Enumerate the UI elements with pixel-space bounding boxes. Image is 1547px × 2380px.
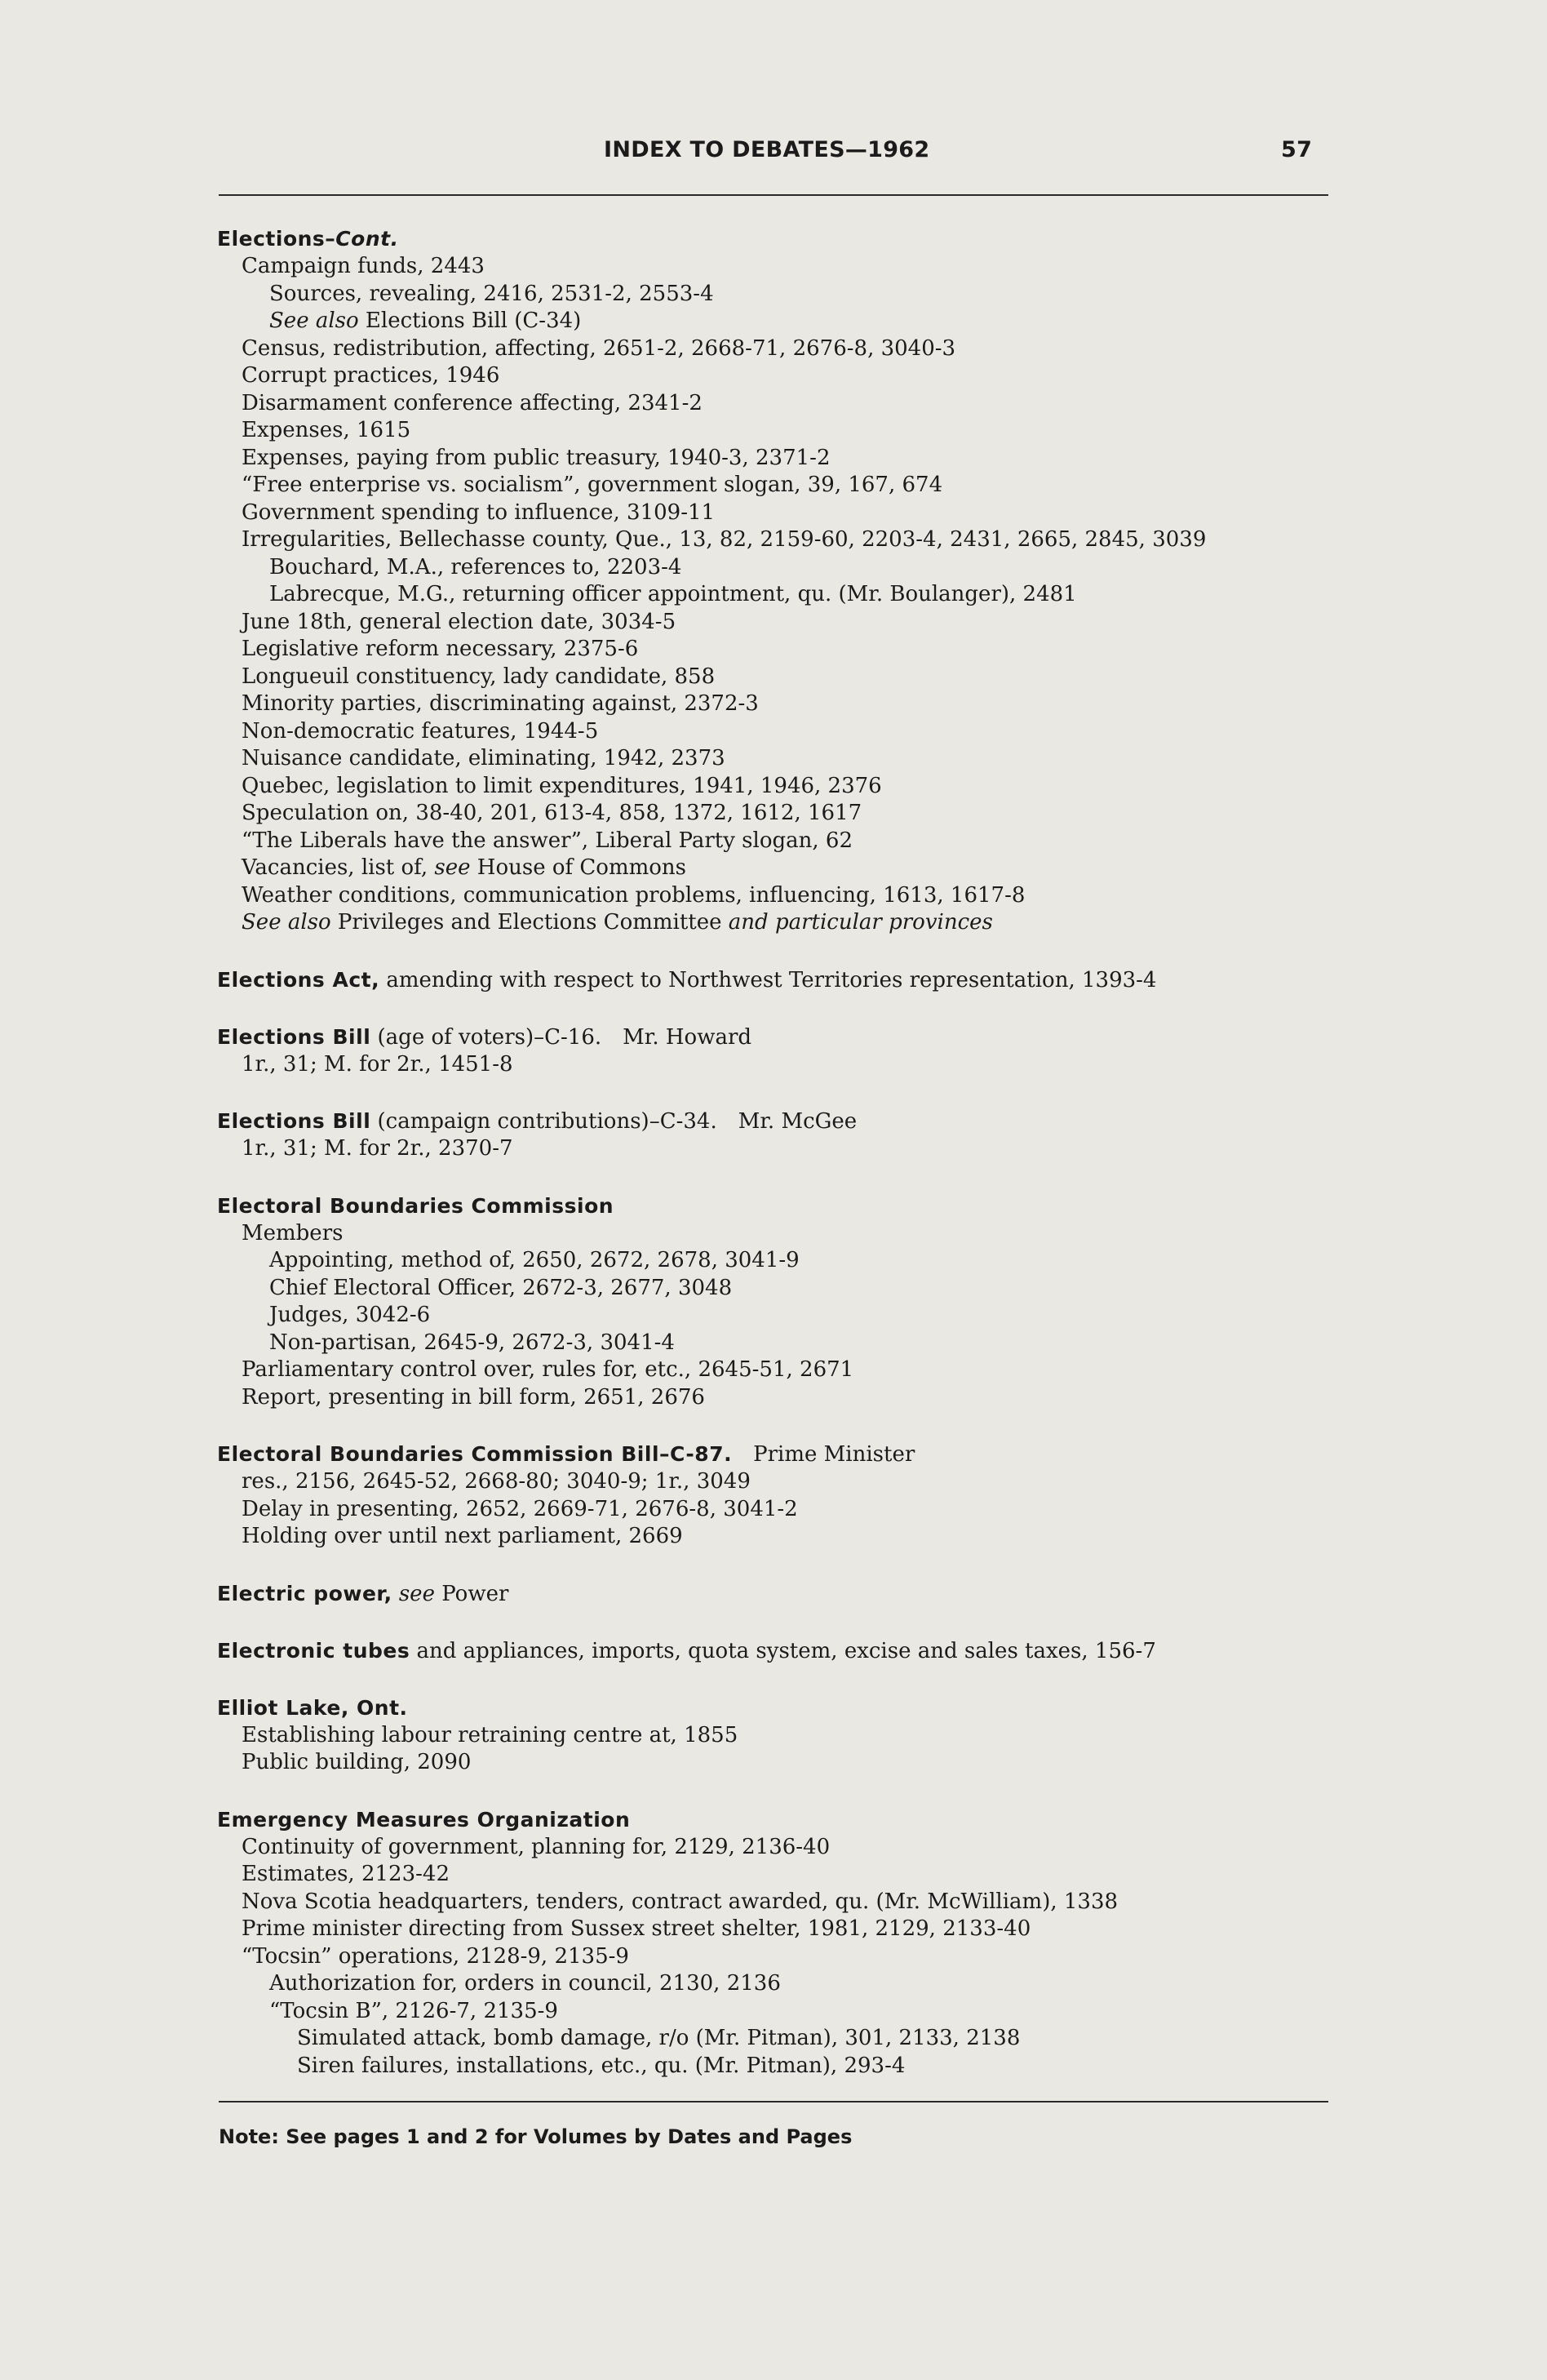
subentry-text: Continuity of government, planning for, 2129, 2136-40 [242,1834,831,1859]
subentry-text: Parliamentary control over, rules for, etc., 2645-51, 2671 [242,1357,854,1382]
index-entry [217,1023,1343,1079]
subentry [217,1916,1343,1943]
subentry-text: Nova Scotia headquarters, tenders, contract awarded, qu. (Mr. McWilliam), 1338 [242,1889,1119,1914]
subentry [217,1468,1343,1496]
cross-reference: and particular provinces [728,910,993,935]
subentry-text: “Free enterprise vs. socialism”, government slogan, 39, 167, 674 [242,473,943,497]
subentry [217,1998,1343,2026]
entry-heading [217,1637,1343,1665]
subentry-text: Labrecque, M.G., returning officer appointment, qu. (Mr. Boulanger), 2481 [269,582,1077,606]
subentry-text: Disarmament conference affecting, 2341-2 [242,390,703,415]
subentry-text: Irregularities, Bellechasse county, Que., 13, 82, 2159-60, 2203-4, 2431, 2665, 2845, 3039 [242,527,1207,552]
header-rule [219,194,1328,196]
subentry [217,609,1343,637]
subentry-text: Establishing labour retraining centre at, 1855 [242,1722,738,1747]
footer-note: Note: See pages 1 and 2 for Volumes by Dates and Pages [219,2125,853,2148]
subentry [217,308,1343,335]
subentry [217,1051,1343,1079]
index-entry [217,1694,1343,1777]
subentry-text: Quebec, legislation to limit expenditures, 1941, 1946, 2376 [242,773,882,798]
heading-label: Elections Bill [217,1024,371,1049]
subentry-text: Expenses, paying from public treasury, 1940-3, 2371-2 [242,445,831,470]
subentry-text: Non-partisan, 2645-9, 2672-3, 3041-4 [269,1330,675,1355]
subentry-text: Legislative reform necessary, 2375-6 [242,637,639,661]
subentry [217,500,1343,527]
subentry-text: Longueuil constituency, lady candidate, 858 [242,664,716,689]
subentry [217,718,1343,746]
heading-label: Electronic tubes [217,1638,410,1663]
subentry-text: Vacancies, list of, [242,855,435,880]
see-also-label: See also [269,309,359,333]
subentry-text: Estimates, 2123-42 [242,1862,450,1886]
subentry-text: Speculation on, 38-40, 201, 613-4, 858, 1372, 1612, 1617 [242,801,862,825]
heading-see: see [398,1581,435,1606]
heading-label: Elections Act, [217,967,380,992]
heading-label: Electric power, [217,1581,392,1605]
subentry [217,909,1343,937]
subentry-text: Minority parties, discriminating against, 2372-3 [242,691,759,716]
subentry-text: Holding over until next parliament, 2669 [242,1524,683,1548]
heading-text [392,1582,399,1606]
entry-heading [217,1694,1343,1722]
subentry-text: Members [242,1220,344,1246]
subentry [217,1749,1343,1777]
see-also-label: See also [242,910,331,935]
cross-reference: see [434,855,471,880]
subentry-text: “Tocsin B”, 2126-7, 2135-9 [269,1998,558,2023]
subentry-text: Report, presenting in bill form, 2651, 2676 [242,1384,705,1410]
bill-sponsor: Mr. Howard [623,1024,752,1050]
heading-text: amending with respect to Northwest Territories representation, 1393-4 [379,967,1157,992]
subentry [217,773,1343,801]
heading-label: Electoral Boundaries Commission [217,1193,614,1218]
heading-label: Elections Bill [217,1109,371,1133]
subentry [217,1523,1343,1551]
entry-heading [217,1192,1343,1220]
subentry [217,1247,1343,1275]
heading-label: Emergency Measures Organization [217,1807,631,1832]
subentry [217,1275,1343,1303]
index-entry [217,1806,1343,2080]
subentry [217,390,1343,418]
subentry-text: “Tocsin” operations, 2128-9, 2135-9 [242,1943,629,1969]
subentry-text: Prime minister directing from Sussex street shelter, 1981, 2129, 2133-40 [242,1916,1031,1941]
heading-label: Electoral Boundaries Commission Bill–C-87. [217,1442,733,1466]
heading-text: (campaign contributions)–C-34. [370,1109,717,1134]
index-entry [217,1441,1343,1551]
bill-sponsor: Prime Minister [753,1442,915,1467]
subentry [217,1970,1343,1998]
entry-heading [217,1806,1343,1834]
subentry-text: 1r., 31; M. for 2r., 1451-8 [242,1051,513,1077]
subentry [217,1943,1343,1971]
subentry-text: 1r., 31; M. for 2r., 2370-7 [242,1136,513,1161]
entry-heading [217,1108,1343,1135]
subentry [217,1861,1343,1889]
subentry-text: Authorization for, orders in council, 2130, 2136 [269,1971,781,1996]
entry-heading [217,1023,1343,1051]
subentry-text: Expenses, 1615 [242,418,411,442]
subentry-text: Non-democratic features, 1944-5 [242,718,599,744]
subentry [217,1357,1343,1384]
subentry [217,253,1343,281]
heading-label: Elections– [217,227,336,251]
subentry-text: Simulated attack, bomb damage, r/o (Mr. Pitman), 301, 2133, 2138 [297,2026,1021,2050]
entry-heading [217,1441,1343,1468]
subentry [217,362,1343,390]
subentry-text: June 18th, general election date, 3034-5 [242,609,676,634]
subentry [217,1889,1343,1916]
heading-text: (age of voters)–C-16. [370,1024,602,1050]
subentry [217,417,1343,445]
subentry-text: Privileges and Elections Committee [330,910,729,935]
index-body [217,225,1343,2109]
subentry-text: Campaign funds, 2443 [242,254,485,278]
entry-heading [217,225,1343,253]
subentry [217,1135,1343,1163]
subentry-text: Sources, revealing, 2416, 2531-2, 2553-4 [269,281,714,306]
subentry-text: res., 2156, 2645-52, 2668-80; 3040-9; 1r., 3049 [242,1469,751,1494]
bill-sponsor: Mr. McGee [738,1109,858,1134]
subentry [217,745,1343,773]
subentry [217,828,1343,855]
subentry [217,1220,1343,1248]
subentry [217,855,1343,882]
subentry [217,335,1343,363]
heading-see-target: Power [434,1581,509,1606]
subentry [217,1722,1343,1750]
subentry-text: Corrupt practices, 1946 [242,363,500,388]
subentry [217,554,1343,582]
subentry-text: Government spending to influence, 3109-11 [242,500,716,525]
index-entry [217,1580,1343,1608]
subentry-text: Census, redistribution, affecting, 2651-2, 2668-71, 2676-8, 3040-3 [242,335,956,361]
heading-label: Elliot Lake, Ont. [217,1695,408,1720]
subentry [217,1302,1343,1330]
subentry [217,472,1343,500]
subentry-text: Weather conditions, communication problems, influencing, 1613, 1617-8 [242,882,1026,908]
subentry [217,2025,1343,2053]
index-entry [217,225,1343,937]
subentry [217,1496,1343,1524]
subentry [217,882,1343,910]
index-entry [217,1192,1343,1412]
subentry-text: Chief Electoral Officer, 2672-3, 2677, 3048 [269,1275,733,1300]
subentry [217,281,1343,309]
subentry-text: Judges, 3042-6 [269,1303,431,1327]
subentry [217,636,1343,664]
entry-heading [217,1580,1343,1608]
subentry [217,800,1343,828]
heading-text: and appliances, imports, quota system, excise and sales taxes, 156-7 [410,1638,1156,1663]
page-number: 57 [1281,137,1313,162]
subentry-text: Nuisance candidate, eliminating, 1942, 2373 [242,746,725,770]
subentry [217,581,1343,609]
subentry-text: Elections Bill (C-34) [358,309,582,333]
subentry [217,2053,1343,2080]
subentry [217,1384,1343,1412]
subentry [217,1330,1343,1357]
subentry [217,526,1343,554]
subentry-text: Delay in presenting, 2652, 2669-71, 2676-8, 3041-2 [242,1496,798,1521]
subentry-text: Siren failures, installations, etc., qu. (Mr. Pitman), 293-4 [297,2053,906,2078]
cross-reference-target: House of Commons [470,855,686,880]
index-entry [217,966,1343,994]
subentry-text: Appointing, method of, 2650, 2672, 2678, 3041-9 [269,1248,800,1272]
index-entry [217,1637,1343,1665]
page-title: INDEX TO DEBATES—1962 [604,137,930,162]
subentry-text: “The Liberals have the answer”, Liberal Party slogan, 62 [242,828,853,853]
subentry [217,664,1343,691]
subentry-text: Public building, 2090 [242,1750,472,1774]
footer-rule [219,2101,1328,2102]
subentry [217,445,1343,473]
index-entry [217,1108,1343,1163]
subentry [217,690,1343,718]
subentry [217,1834,1343,1862]
heading-label-continued: Cont. [335,227,399,251]
entry-heading [217,966,1343,994]
subentry-text: Bouchard, M.A., references to, 2203-4 [269,554,682,579]
